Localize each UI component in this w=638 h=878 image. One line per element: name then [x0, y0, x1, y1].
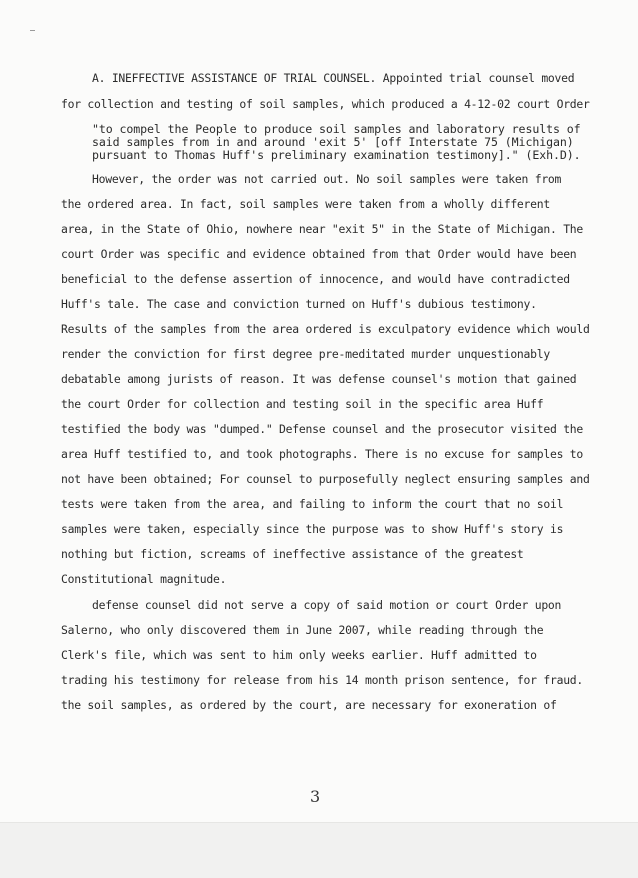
paragraph-2-line-6: Huff's tale. The case and conviction turned on Huff's dubious testimony. [61, 297, 537, 311]
quote-line-2: said samples from in and around 'exit 5' [off Interstate 75 (Michigan) [92, 135, 574, 149]
paragraph-2-line-12: area Huff testified to, and took photographs. There is no excuse for samples to [61, 447, 584, 461]
paragraph-2-line-7: Results of the samples from the area ordered is exculpatory evidence which would [61, 322, 590, 336]
paragraph-2-line-5: beneficial to the defense assertion of innocence, and would have contradicted [61, 272, 570, 286]
paragraph-1-line-2: for collection and testing of soil samples, which produced a 4-12-02 court Order [61, 97, 590, 111]
quote-line-1: "to compel the People to produce soil samples and laboratory results of [92, 122, 581, 136]
paragraph-3-line-2: Salerno, who only discovered them in June 2007, while reading through the [61, 623, 544, 637]
paragraph-2-line-2: the ordered area. In fact, soil samples were taken from a wholly different [61, 197, 550, 211]
paragraph-2-line-17: Constitutional magnitude. [61, 572, 227, 586]
paragraph-2-line-9: debatable among jurists of reason. It was defense counsel's motion that gained [61, 372, 577, 386]
paragraph-2-line-14: tests were taken from the area, and failing to inform the court that no soil [61, 497, 564, 511]
paragraph-2-line-16: nothing but fiction, screams of ineffective assistance of the greatest [61, 547, 524, 561]
paragraph-3-line-1: defense counsel did not serve a copy of said motion or court Order upon [92, 598, 562, 612]
paragraph-3-line-3: Clerk's file, which was sent to him only weeks earlier. Huff admitted to [61, 648, 537, 662]
scanner-background-strip [0, 822, 638, 878]
paragraph-3-line-4: trading his testimony for release from his 14 month prison sentence, for fraud. [61, 673, 584, 687]
paragraph-2-line-3: area, in the State of Ohio, nowhere near "exit 5" in the State of Michigan. The [61, 222, 584, 236]
paragraph-3-line-5: the soil samples, as ordered by the court, are necessary for exoneration of [61, 698, 557, 712]
paragraph-2-line-1: However, the order was not carried out. No soil samples were taken from [92, 172, 562, 186]
paragraph-1-line-1: A. INEFFECTIVE ASSISTANCE OF TRIAL COUNSEL. Appointed trial counsel moved [92, 71, 575, 85]
page-number: 3 [310, 787, 321, 806]
paragraph-2-line-8: render the conviction for first degree pre-meditated murder unquestionably [61, 347, 550, 361]
quote-line-3: pursuant to Thomas Huff's preliminary examination testimony]." (Exh.D). [92, 148, 581, 162]
paragraph-2-line-10: the court Order for collection and testing soil in the specific area Huff [61, 397, 544, 411]
paragraph-2-line-11: testified the body was "dumped." Defense counsel and the prosecutor visited the [61, 422, 584, 436]
paragraph-2-line-13: not have been obtained; For counsel to purposefully neglect ensuring samples and [61, 472, 590, 486]
paragraph-2-line-15: samples were taken, especially since the purpose was to show Huff's story is [61, 522, 564, 536]
paragraph-2-line-4: court Order was specific and evidence obtained from that Order would have been [61, 247, 577, 261]
scan-speck [30, 30, 35, 31]
